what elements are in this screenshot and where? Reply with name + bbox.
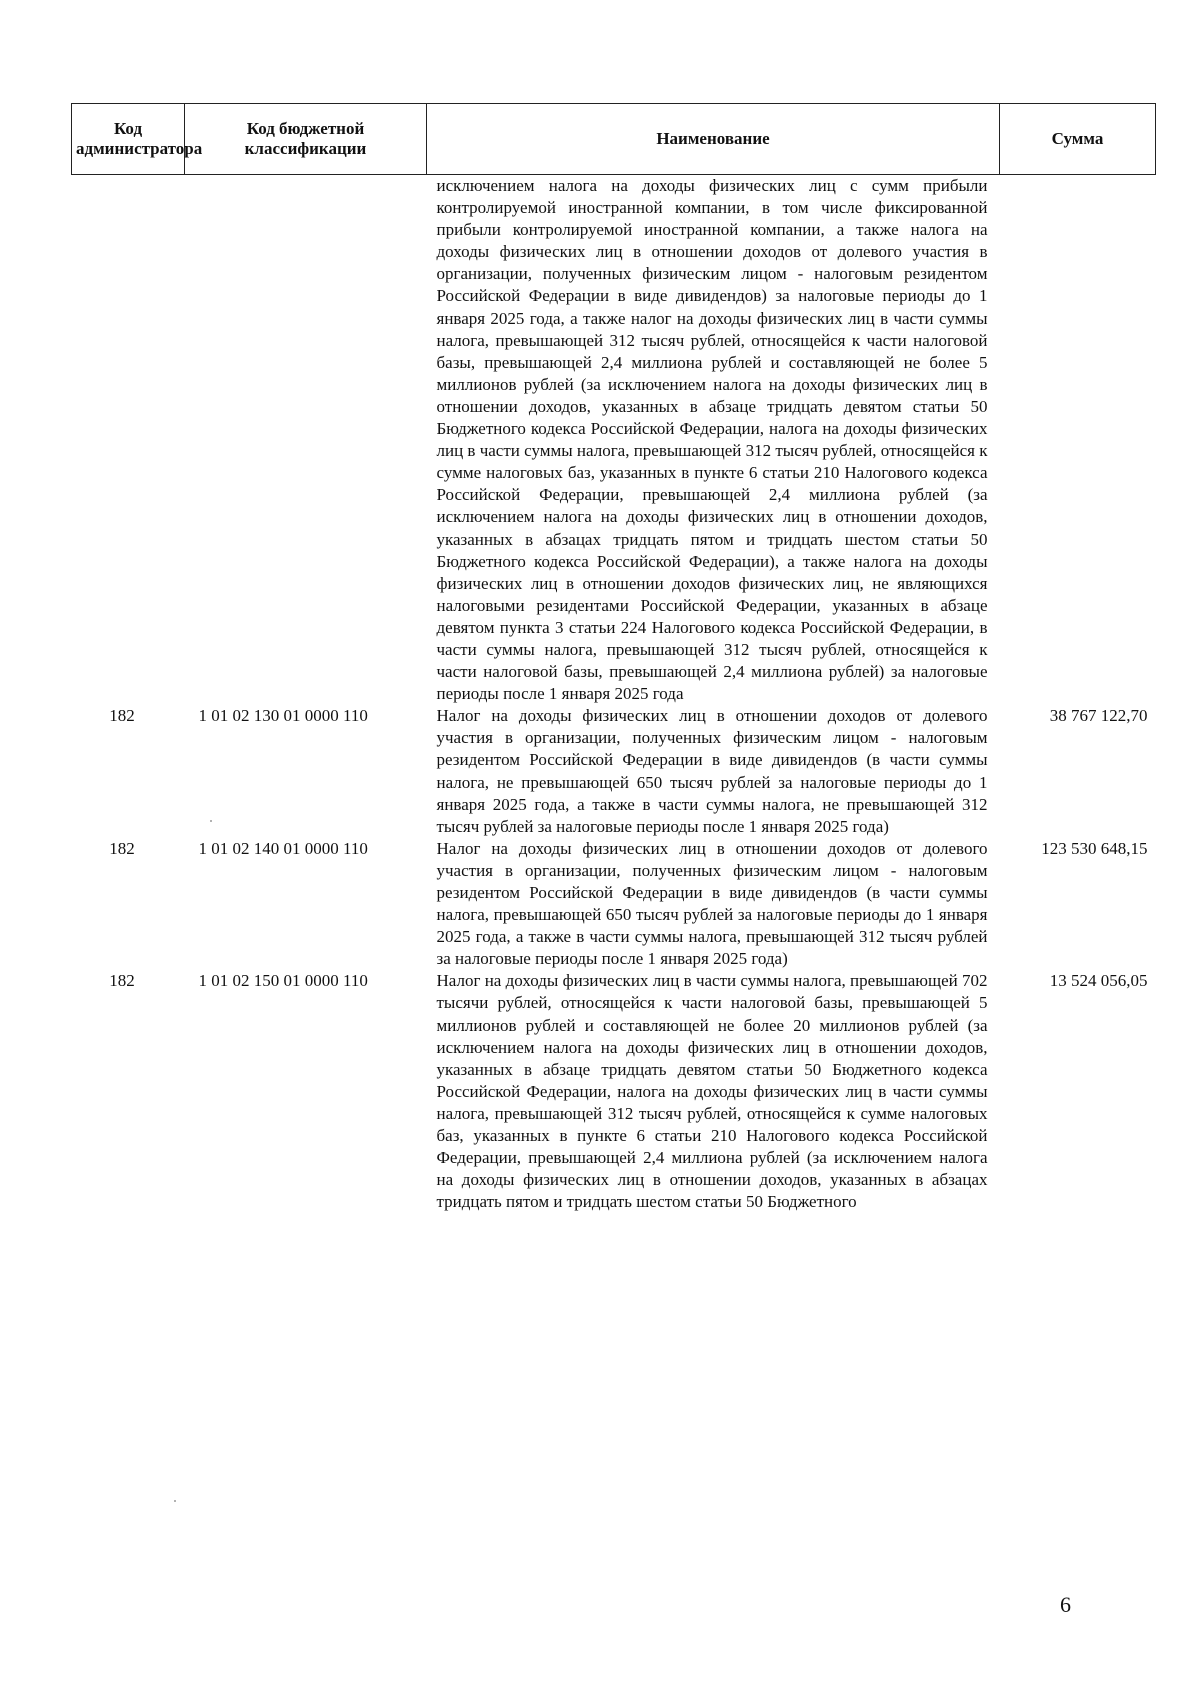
table-row	[72, 838, 1156, 971]
header-admin-code: Код администратора	[72, 104, 185, 175]
cell-admin-code: 182	[109, 706, 135, 726]
header-name: Наименование	[427, 104, 1000, 175]
cell-sum	[1000, 175, 1156, 706]
cell-kbk: 1 01 02 130 01 0000 110	[198, 706, 368, 726]
cell-name: Налог на доходы физических лиц в отношении доходов от долевого участия в организации, полученных физическим лицом - налоговым резидентом Российской Федерации в виде дивидендов (в части суммы налога, не превышающей 650 тысяч рублей за налоговые периоды до 1 января 2025 года, а также в части суммы налога, не превышающей 312 тысяч рублей за налоговые периоды после 1 января 2025 года)	[436, 706, 988, 836]
cell-admin-code: 182	[109, 838, 135, 858]
cell-sum: 38 767 122,70	[1049, 706, 1148, 726]
cell-sum: 13 524 056,05	[1049, 971, 1148, 991]
scan-speck	[210, 820, 212, 822]
cell-name: Налог на доходы физических лиц в отношении доходов от долевого участия в организации, полученных физическим лицом - налоговым резидентом Российской Федерации в виде дивидендов (в части суммы налога, превышающей 650 тысяч рублей за налоговые периоды до 1 января 2025 года, а также в части суммы налога, превышающей 312 тысяч рублей за налоговые периоды после 1 января 2025 года)	[436, 838, 988, 969]
header-kbk: Код бюджетной классификации	[185, 104, 427, 175]
revenue-table	[71, 103, 1156, 1213]
cell-kbk: 1 01 02 150 01 0000 110	[198, 971, 368, 991]
table-body	[72, 175, 1156, 1214]
cell-admin-code: 182	[109, 971, 135, 991]
table-row	[72, 970, 1156, 1213]
cell-name: исключением налога на доходы физических лиц с сумм прибыли контролируемой иностранной компании, в том числе фиксированной прибыли контролируемой иностранной компании, а также налога на доходы физических лиц в отношении доходов от долевого участия в организации, полученных физическим лицом - налоговым резидентом Российской Федерации в виде дивидендов) за налоговые периоды до 1 января 2025 года, а также налог на доходы физических лиц в части суммы налога, превышающей 312 тысяч рублей, относящейся к части налоговой базы, превышающей 2,4 миллиона рублей и составляющей не более 5 миллионов рублей (за исключением налога на доходы физических лиц в отношении доходов, указанных в абзаце тридцать девятом статьи 50 Бюджетного кодекса Российской Федерации, налога на доходы физических лиц в части суммы налога, превышающей 312 тысяч рублей, относящейся к сумме налоговых баз, указанных в пункте 6 статьи 210 Налогового кодекса Российской Федерации, превышающей 2,4 миллиона рублей (за исключением налога на доходы физических лиц в отношении доходов, указанных в абзацах тридцать пятом и тридцать шестом статьи 50 Бюджетного кодекса Российской Федерации), а также налога на доходы физических лиц в отношении доходов физических лиц, не являющихся налоговыми резидентами Российской Федерации, указанных в абзаце девятом пункта 3 статьи 224 Налогового кодекса Российской Федерации, в части суммы налога, превышающей 312 тысяч рублей, относящейся к части налоговой базы, превышающей 2,4 миллиона рублей) за налоговые периоды после 1 января 2025 года	[436, 176, 988, 704]
scan-speck	[174, 1500, 176, 1502]
cell-admin-code	[72, 175, 185, 706]
header-sum: Сумма	[1000, 104, 1156, 175]
table-row	[72, 705, 1156, 838]
table-row-continuation	[72, 175, 1156, 706]
table-header	[72, 104, 1156, 175]
cell-kbk: 1 01 02 140 01 0000 110	[198, 838, 368, 858]
cell-kbk	[185, 175, 427, 706]
cell-sum: 123 530 648,15	[1041, 838, 1148, 858]
header-row	[72, 104, 1156, 175]
cell-name: Налог на доходы физических лиц в части суммы налога, превышающей 702 тысячи рублей, относящейся к части налоговой базы, превышающей 5 миллионов рублей и составляющей не более 20 миллионов рублей (за исключением налога на доходы физических лиц в отношении доходов, указанных в абзаце тридцать девятом статьи 50 Бюджетного кодекса Российской Федерации, налога на доходы физических лиц в части суммы налога, превышающей 312 тысяч рублей, относящейся к сумме налоговых баз, указанных в пункте 6 статьи 210 Налогового кодекса Российской Федерации, превышающей 2,4 миллиона рублей (за исключением налога на доходы физических лиц в отношении доходов, указанных в абзацах тридцать пятом и тридцать шестом статьи 50 Бюджетного	[436, 971, 988, 1212]
page-number: 6	[1060, 1592, 1071, 1617]
